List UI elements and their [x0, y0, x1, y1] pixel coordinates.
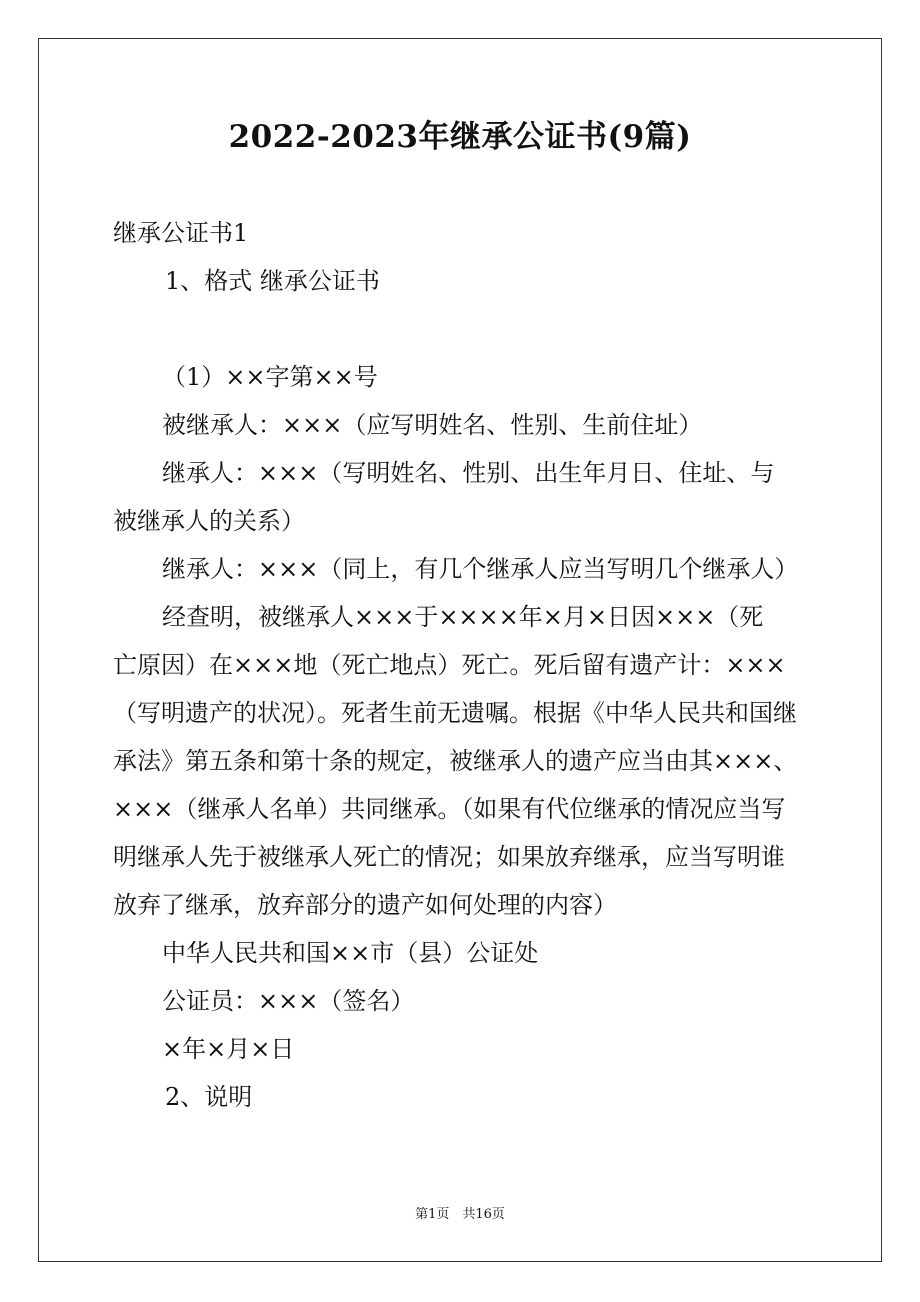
heir-line-1-continued: 被继承人的关系） — [113, 507, 305, 535]
body-paragraph-line: 放弃了继承，放弃部分的遗产如何处理的内容） — [113, 891, 617, 919]
body-paragraph-line: ×××（继承人名单）共同继承。（如果有代位继承的情况应当写 — [113, 795, 786, 823]
decedent-line: 被继承人：×××（应写明姓名、性别、生前住址） — [162, 411, 703, 439]
heir-line-2: 继承人：×××（同上，有几个继承人应当写明几个继承人） — [162, 555, 799, 583]
notary-office-line: 中华人民共和国××市（县）公证处 — [162, 939, 539, 967]
page-footer: 第1页 共16页 — [415, 1207, 505, 1222]
date-line: ×年×月×日 — [162, 1035, 295, 1063]
notary-signature-line: 公证员：×××（签名） — [162, 987, 415, 1015]
section-heading: 继承公证书1 — [113, 219, 249, 247]
document-number-line: （1）××字第××号 — [162, 363, 378, 391]
heir-line-1: 继承人：×××（写明姓名、性别、出生年月日、住址、与 — [162, 459, 775, 487]
body-paragraph-line: 承法》第五条和第十条的规定，被继承人的遗产应当由其×××、 — [113, 747, 798, 775]
body-paragraph-line: 明继承人先于被继承人死亡的情况；如果放弃继承，应当写明谁 — [113, 843, 785, 871]
format-heading: 1、格式 继承公证书 — [165, 267, 380, 295]
body-paragraph-line: （写明遗产的状况）。死者生前无遗嘱。根据《中华人民共和国继 — [113, 699, 797, 727]
body-paragraph-line: 亡原因）在×××地（死亡地点）死亡。死后留有遗产计：××× — [113, 651, 786, 679]
body-paragraph-line: 经查明，被继承人×××于××××年×月×日因×××（死 — [162, 603, 764, 631]
explanation-heading: 2、说明 — [165, 1083, 253, 1111]
document-title: 2022-2023年继承公证书(9篇) — [228, 119, 692, 155]
